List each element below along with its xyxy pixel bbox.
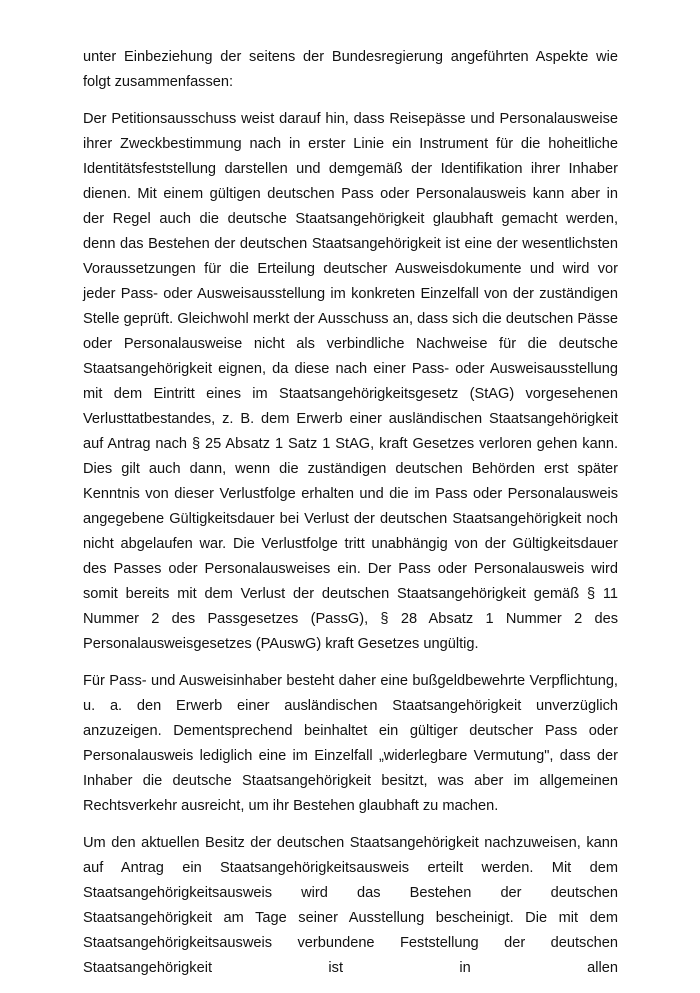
document-page xyxy=(83,45,618,993)
paragraph-passport-identity: Der Petitionsausschuss weist darauf hin, dass Reisepässe und Personalausweise ihrer Zweckbestimmung nach in erster Linie ein Instrument für die hoheitliche Identitätsfeststellung darstellen und demgemäß der Identifikation ihrer Inhaber dienen. Mit einem gültigen deutschen Pass oder Personalausweis kann aber in der Regel auch die deutsche Staatsangehörigkeit glaubhaft gemacht werden, denn das Bestehen der deutschen Staatsangehörigkeit ist eine der wesentlichsten Voraussetzungen für die Erteilung deutscher Ausweisdokumente und wird vor jeder Pass- oder Ausweisausstellung im konkreten Einzelfall von der zuständigen Stelle geprüft. Gleichwohl merkt der Ausschuss an, dass sich die deutschen Pässe oder Personalausweise nicht als verbindliche Nachweise für die deutsche Staatsangehörigkeit eignen, da diese nach einer Pass- oder Ausweisausstellung mit dem Eintritt eines im Staatsangehörigkeitsgesetz (StAG) vorgesehenen Verlusttatbestandes, z. B. dem Erwerb einer ausländischen Staatsangehörigkeit auf Antrag nach § 25 Absatz 1 Satz 1 StAG, kraft Gesetzes verloren gehen kann. Dies gilt auch dann, wenn die zuständigen deutschen Behörden erst später Kenntnis von dieser Verlustfolge erhalten und die im Pass oder Personalausweis angegebene Gültigkeitsdauer bei Verlust der deutschen Staatsangehörigkeit noch nicht abgelaufen war. Die Verlustfolge tritt unabhängig von der Gültigkeitsdauer des Passes oder Personalausweises ein. Der Pass oder Personalausweis wird somit bereits mit dem Verlust der deutschen Staatsangehörigkeit gemäß § 11 Nummer 2 des Passgesetzes (PassG), § 28 Absatz 1 Nummer 2 des Personalausweisgesetzes (PAuswG) kraft Gesetzes ungültig. xyxy=(83,111,618,652)
paragraph-intro: unter Einbeziehung der seitens der Bundesregierung angeführten Aspekte wie folgt zusammenfassen: xyxy=(83,49,618,90)
paragraph-reporting-obligation: Für Pass- und Ausweisinhaber besteht daher eine bußgeldbewehrte Verpflichtung, u. a. den Erwerb einer ausländischen Staatsangehörigkeit unverzüglich anzuzeigen. Dementsprechend beinhaltet ein gültiger deutscher Pass oder Personalausweis lediglich eine im Einzelfall „widerlegbare Vermutung", dass der Inhaber die deutsche Staatsangehörigkeit besitzt, was aber im allgemeinen Rechtsverkehr ausreicht, um ihr Bestehen glaubhaft zu machen. xyxy=(83,673,618,814)
paragraph-citizenship-certificate: Um den aktuellen Besitz der deutschen Staatsangehörigkeit nachzuweisen, kann auf Antrag ein Staatsangehörigkeitsausweis erteilt werden. Mit dem Staatsangehörigkeitsausweis wird das Bestehen der deutschen Staatsangehörigkeit am Tage seiner Ausstellung bescheinigt. Die mit dem Staatsangehörigkeitsausweis verbundene Feststellung der deutschen Staatsangehörigkeit ist in allen xyxy=(83,835,618,976)
